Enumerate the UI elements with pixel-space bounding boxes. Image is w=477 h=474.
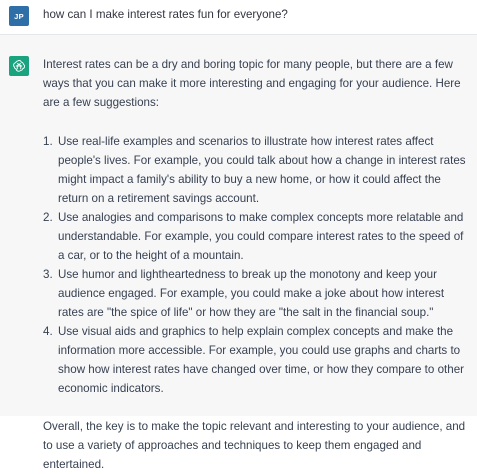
list-item-text: Use humor and lightheartedness to break up the monotony and keep your audience engaged. For example, you could make a joke about how interest rates are "the spice of life" or how they are "the salt in the financial soup."	[58, 268, 445, 319]
assistant-message-content	[43, 55, 473, 474]
assistant-conclusion-paragraph: Overall, the key is to make the topic relevant and interesting to your audience, and to use a variety of approaches and techniques to keep them engaged and entertained.	[43, 420, 466, 471]
assistant-message-row	[0, 35, 477, 471]
list-item	[43, 265, 473, 322]
list-item	[43, 322, 473, 398]
list-item-text: Use real-life examples and scenarios to illustrate how interest rates affect people's lives. For example, you could talk about how a change in interest rates might impact a family's ability to buy a new home, or how it could affect the return on a retirement savings account.	[58, 135, 466, 205]
user-message-row	[0, 0, 477, 35]
suggestion-list	[43, 132, 473, 398]
user-avatar: JP	[9, 6, 29, 26]
list-item-text: Use analogies and comparisons to make complex concepts more relatable and understandable. For example, you could compare interest rates to the speed of a car, or to the height of a mountain.	[58, 211, 464, 262]
list-item-number: 4.	[43, 325, 53, 338]
list-item-text: Use visual aids and graphics to help explain complex concepts and make the information more accessible. For example, you could use graphs and charts to show how interest rates have changed over time, or how they compare to other economic indicators.	[58, 325, 464, 395]
assistant-intro-paragraph: Interest rates can be a dry and boring topic for many people, but there are a few ways that you can make it more interesting and engaging for your audience. Here are a few suggestions:	[43, 58, 461, 109]
list-item-number: 3.	[43, 268, 53, 281]
list-item	[43, 208, 473, 265]
assistant-avatar	[9, 56, 29, 76]
user-message-text: how can I make interest rates fun for everyone?	[43, 8, 288, 21]
list-item-number: 2.	[43, 211, 53, 224]
list-item	[43, 132, 473, 208]
openai-logo-icon	[12, 59, 26, 73]
list-item-number: 1.	[43, 135, 53, 148]
